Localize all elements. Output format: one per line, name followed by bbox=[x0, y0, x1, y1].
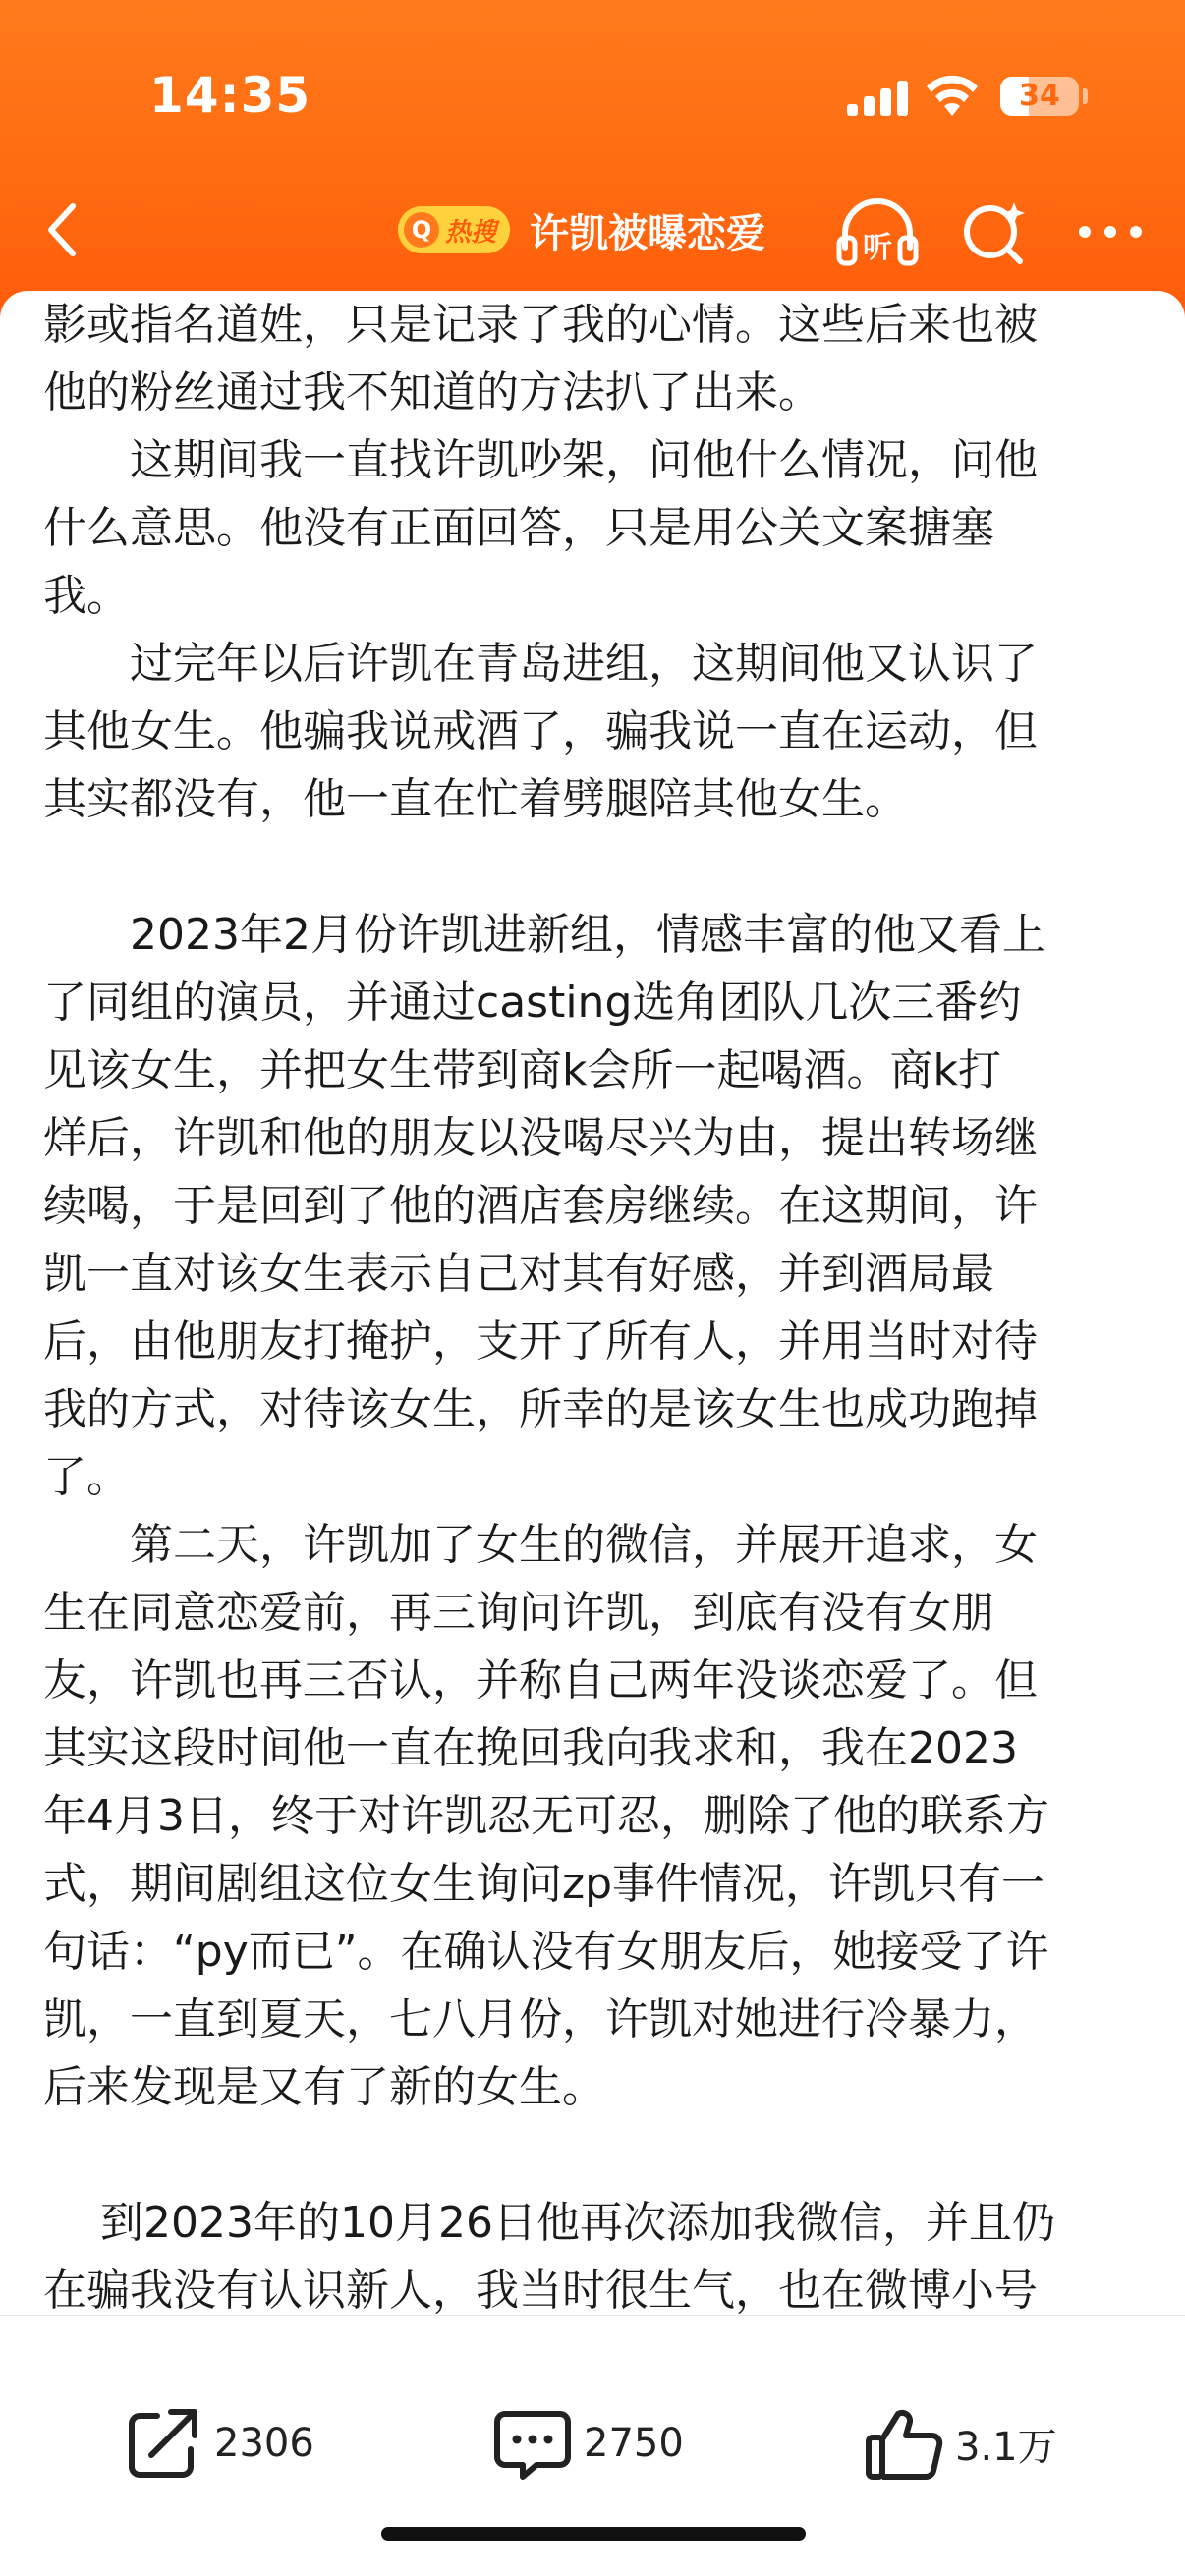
more-icon[interactable] bbox=[1075, 212, 1146, 252]
article-line bbox=[43, 833, 1144, 901]
article-line: 什么意思。他没有正面回答，只是用公关文案搪塞 bbox=[43, 503, 994, 553]
like-count: 3.1万 bbox=[955, 2424, 1057, 2470]
article-line: 句话：“py而已”。在确认没有女朋友后，她接受了许 bbox=[43, 1927, 1049, 1977]
share-icon bbox=[122, 2402, 204, 2485]
article-line: 后来发现是又有了新的女生。 bbox=[43, 2062, 605, 2112]
battery-tip bbox=[1083, 88, 1088, 104]
status-time: 14:35 bbox=[149, 67, 311, 124]
article-line: 过完年以后许凯在青岛进组，这期间他又认识了 bbox=[43, 639, 1038, 689]
title-area[interactable] bbox=[398, 198, 765, 261]
listen-icon[interactable] bbox=[833, 191, 922, 273]
article-content bbox=[0, 291, 1185, 2315]
article-line: 了同组的演员，并通过casting选角团队几次三番约 bbox=[43, 978, 1022, 1028]
article-line: 了。 bbox=[43, 1452, 130, 1502]
article-line: 生在同意恋爱前，再三询问许凯，到底有没有女朋 bbox=[43, 1588, 994, 1638]
search-icon[interactable] bbox=[959, 193, 1030, 271]
thumbs-up-icon bbox=[863, 2402, 945, 2485]
signal-icon bbox=[847, 81, 908, 116]
header bbox=[0, 0, 1185, 324]
comment-icon bbox=[491, 2402, 574, 2485]
article-line: 他的粉丝通过我不知道的方法扒了出来。 bbox=[43, 367, 821, 418]
hot-search-label: 热搜 bbox=[445, 217, 497, 248]
article-line: 到2023年的10月26日他再次添加我微信，并且仍 bbox=[43, 2198, 1055, 2248]
article-line: 影或指名道姓，只是记录了我的心情。这些后来也被 bbox=[43, 300, 1038, 350]
article-line: 见该女生，并把女生带到商k会所一起喝酒。商k打 bbox=[43, 1045, 1001, 1095]
hot-search-badge bbox=[398, 206, 510, 253]
status-bar bbox=[0, 0, 1185, 177]
svg-text:听: 听 bbox=[863, 231, 892, 265]
article-line bbox=[43, 2121, 1144, 2189]
article-line: 其实都没有，他一直在忙着劈腿陪其他女生。 bbox=[43, 774, 908, 824]
article-line: 友，许凯也再三否认，并称自己两年没谈恋爱了。但 bbox=[43, 1655, 1038, 1706]
article-line: 年4月3日，终于对许凯忍无可忍，删除了他的联系方 bbox=[43, 1791, 1049, 1841]
article-line: 在骗我没有认识新人，我当时很生气，也在微博小号 bbox=[43, 2266, 1038, 2315]
home-indicator[interactable] bbox=[381, 2527, 806, 2541]
like-button[interactable] bbox=[863, 2394, 1057, 2492]
article-line: 2023年2月份许凯进新组，情感丰富的他又看上 bbox=[43, 910, 1045, 960]
battery-level: 34 bbox=[1019, 79, 1060, 113]
article-line: 第二天，许凯加了女生的微信，并展开追求，女 bbox=[43, 1520, 1038, 1570]
article-line: 式，期间剧组这位女生询问zp事件情况，许凯只有一 bbox=[43, 1859, 1045, 1909]
article-line: 烊后，许凯和他的朋友以没喝尽兴为由，提出转场继 bbox=[43, 1113, 1038, 1163]
wifi-icon bbox=[926, 75, 979, 118]
back-icon[interactable] bbox=[33, 191, 92, 269]
share-count: 2306 bbox=[214, 2421, 314, 2466]
hot-search-icon: Q bbox=[404, 212, 439, 248]
article-line: 其他女生。他骗我说戒酒了，骗我说一直在运动，但 bbox=[43, 706, 1038, 756]
article-line: 我。 bbox=[43, 571, 130, 621]
page-title: 许凯被曝恋爱 bbox=[530, 210, 766, 256]
article-line: 后，由他朋友打掩护，支开了所有人，并用当时对待 bbox=[43, 1316, 1038, 1367]
article-line: 我的方式，对待该女生，所幸的是该女生也成功跑掉 bbox=[43, 1384, 1038, 1434]
nav-bar bbox=[0, 177, 1185, 285]
comment-count: 2750 bbox=[584, 2421, 684, 2466]
article-line: 凯一直对该女生表示自己对其有好感，并到酒局最 bbox=[43, 1249, 994, 1299]
article-line: 凯，一直到夏天，七八月份，许凯对她进行冷暴力， bbox=[43, 1994, 1038, 2044]
article-line: 这期间我一直找许凯吵架，问他什么情况，问他 bbox=[43, 435, 1038, 485]
article-line: 其实这段时间他一直在挽回我向我求和，我在2023 bbox=[43, 1723, 1018, 1773]
comment-button[interactable] bbox=[491, 2394, 684, 2492]
article-line: 续喝，于是回到了他的酒店套房继续。在这期间，许 bbox=[43, 1181, 1038, 1231]
article-body bbox=[43, 291, 1144, 2315]
share-button[interactable] bbox=[122, 2394, 314, 2492]
battery-icon bbox=[1000, 77, 1079, 116]
